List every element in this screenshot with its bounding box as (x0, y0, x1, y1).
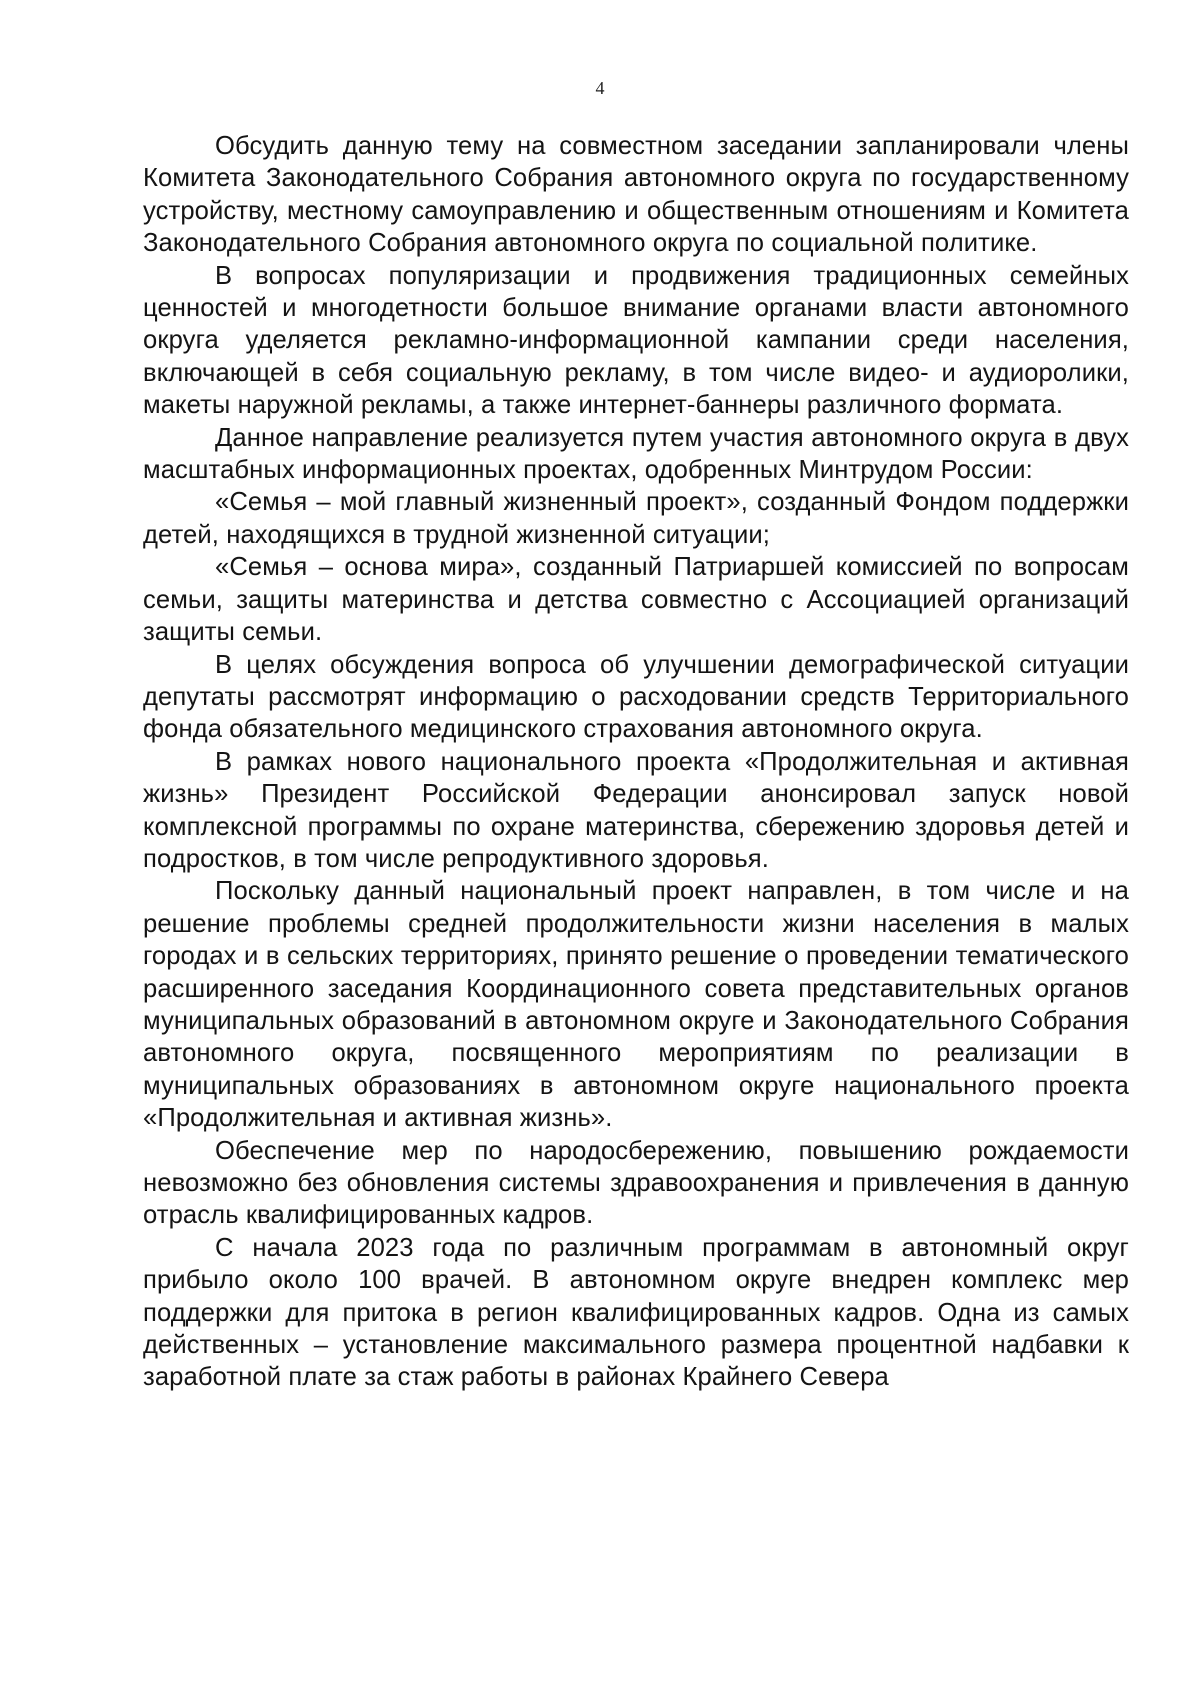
paragraph: «Семья – основа мира», созданный Патриаршей комиссией по вопросам семьи, защиты материнства и детства совместно с Ассоциацией организаций защиты семьи. (143, 553, 1129, 647)
paragraph: С начала 2023 года по различным программам в автономный округ прибыло около 100 врачей. В автономном округе внедрен комплекс мер поддержки для притока в регион квалифицированных кадров. Одна из самых действенных – установление максимального размера процентной надбавки к заработной плате за стаж работы в районах Крайнего Севера (143, 1233, 1129, 1392)
paragraph: В рамках нового национального проекта «Продолжительная и активная жизнь» Президент Российской Федерации анонсировал запуск новой комплексной программы по охране материнства, сбережению здоровья детей и подростков, в том числе репродуктивного здоровья. (143, 747, 1129, 873)
paragraph: В вопросах популяризации и продвижения традиционных семейных ценностей и многодетности большое внимание органами власти автономного округа уделяется рекламно-информационной кампании среди населения, включающей в себя социальную рекламу, в том числе видео- и аудиоролики, макеты наружной рекламы, а также интернет-баннеры различного формата. (143, 261, 1129, 420)
paragraph: Обсудить данную тему на совместном заседании запланировали члены Комитета Законодательного Собрания автономного округа по государственному устройству, местному самоуправлению и общественным отношениям и Комитета Законодательного Собрания автономного округа по социальной политике. (143, 132, 1129, 258)
page-number: 4 (595, 78, 605, 98)
paragraph: Данное направление реализуется путем участия автономного округа в двух масштабных информационных проектах, одобренных Минтрудом России: (143, 423, 1129, 485)
document-body (143, 130, 1129, 1394)
paragraph: Обеспечение мер по народосбережению, повышению рождаемости невозможно без обновления системы здравоохранения и привлечения в данную отрасль квалифицированных кадров. (143, 1136, 1129, 1230)
paragraph: «Семья – мой главный жизненный проект», созданный Фондом поддержки детей, находящихся в трудной жизненной ситуации; (143, 488, 1129, 549)
paragraph: Поскольку данный национальный проект направлен, в том числе и на решение проблемы средней продолжительности жизни населения в малых городах и в сельских территориях, принято решение о проведении тематического расширенного заседания Координационного совета представительных органов муниципальных образований в автономном округе и Законодательного Собрания автономного округа, посвященного мероприятиям по реализации в муниципальных образованиях в автономном округе национального проекта «Продолжительная и активная жизнь». (143, 877, 1129, 1133)
paragraph: В целях обсуждения вопроса об улучшении демографической ситуации депутаты рассмотрят информацию о расходовании средств Территориального фонда обязательного медицинского страхования автономного округа. (143, 650, 1129, 744)
